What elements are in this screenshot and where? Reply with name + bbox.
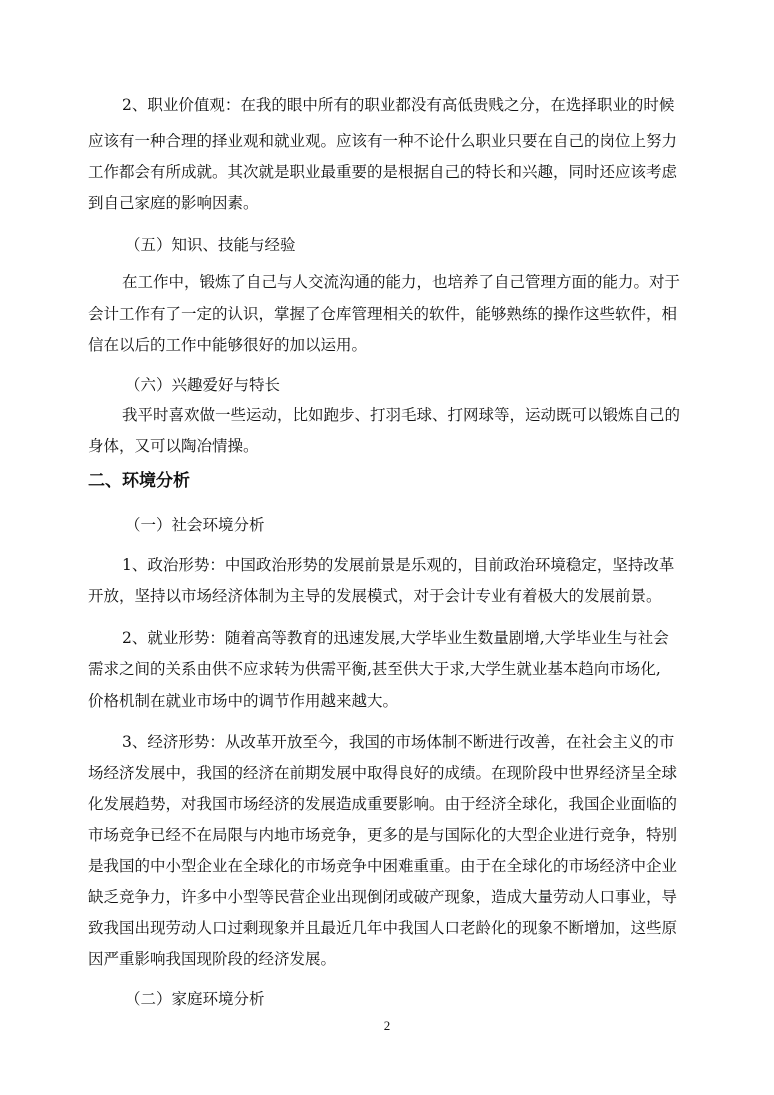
paragraph-line: 价格机制在就业市场中的调节作用越来越大。	[88, 692, 399, 710]
paragraph-line: 会计工作有了一定的认识，掌握了仓库管理相关的软件，能够熟练的操作这些软件，相	[88, 305, 678, 323]
paragraph-line: 2、就业形势：随着高等教育的迅速发展,大学毕业生数量剧增,大学毕业生与社会	[122, 629, 669, 647]
paragraph-line: 在工作中，锻炼了自己与人交流沟通的能力，也培养了自己管理方面的能力。对于	[122, 273, 681, 291]
paragraph-line: 是我国的中小型企业在全球化的市场竞争中困难重重。由于在全球化的市场经济中企业	[88, 857, 678, 875]
paragraph-line: 我平时喜欢做一些运动，比如跑步、打羽毛球、打网球等，运动既可以锻炼自己的	[122, 406, 681, 424]
section-title: （一）社会环境分析	[125, 516, 265, 534]
section-title: （二）家庭环境分析	[125, 990, 265, 1008]
paragraph-line: 工作都会有所成就。其次就是职业最重要的是根据自己的特长和兴趣，同时还应该考虑	[88, 163, 678, 181]
paragraph-line: 信在以后的工作中能够很好的加以运用。	[88, 336, 368, 354]
section-title: （六）兴趣爱好与特长	[125, 376, 281, 394]
paragraph-line: 身体，又可以陶冶情操。	[88, 437, 259, 455]
chapter-heading: 二、环境分析	[88, 471, 190, 491]
paragraph-line: 2、职业价值观：在我的眼中所有的职业都没有高低贵贱之分，在选择职业的时候	[122, 96, 675, 114]
paragraph-line: 化发展趋势，对我国市场经济的发展造成重要影响。由于经济全球化，我国企业面临的	[88, 795, 678, 813]
paragraph-line: 缺乏竞争力，许多中小型等民营企业出现倒闭或破产现象，造成大量劳动人口事业，导	[88, 888, 678, 906]
paragraph-line: 应该有一种合理的择业观和就业观。应该有一种不论什么职业只要在自己的岗位上努力	[88, 132, 678, 150]
page-number: 2	[383, 1018, 391, 1033]
paragraph-line: 需求之间的关系由供不应求转为供需平衡,甚至供大于求,大学生就业基本趋向市场化,	[88, 660, 661, 678]
paragraph-line: 到自己家庭的影响因素。	[88, 194, 259, 212]
paragraph-line: 市场竞争已经不在局限与内地市场竞争，更多的是与国际化的大型企业进行竞争，特别	[88, 826, 678, 844]
section-title: （五）知识、技能与经验	[125, 236, 296, 254]
paragraph-line: 致我国出现劳动人口过剩现象并且最近几年中我国人口老龄化的现象不断增加，这些原	[88, 919, 678, 937]
paragraph-line: 1、政治形势：中国政治形势的发展前景是乐观的，目前政治环境稳定，坚持改革	[122, 556, 675, 574]
paragraph-line: 开放，坚持以市场经济体制为主导的发展模式，对于会计专业有着极大的发展前景。	[88, 587, 662, 605]
paragraph-line: 3、经济形势：从改革开放至今，我国的市场体制不断进行改善，在社会主义的市	[122, 733, 675, 751]
paragraph-line: 场经济发展中，我国的经济在前期发展中取得良好的成绩。在现阶段中世界经济呈全球	[88, 764, 678, 782]
paragraph-line: 因严重影响我国现阶段的经济发展。	[88, 950, 337, 968]
